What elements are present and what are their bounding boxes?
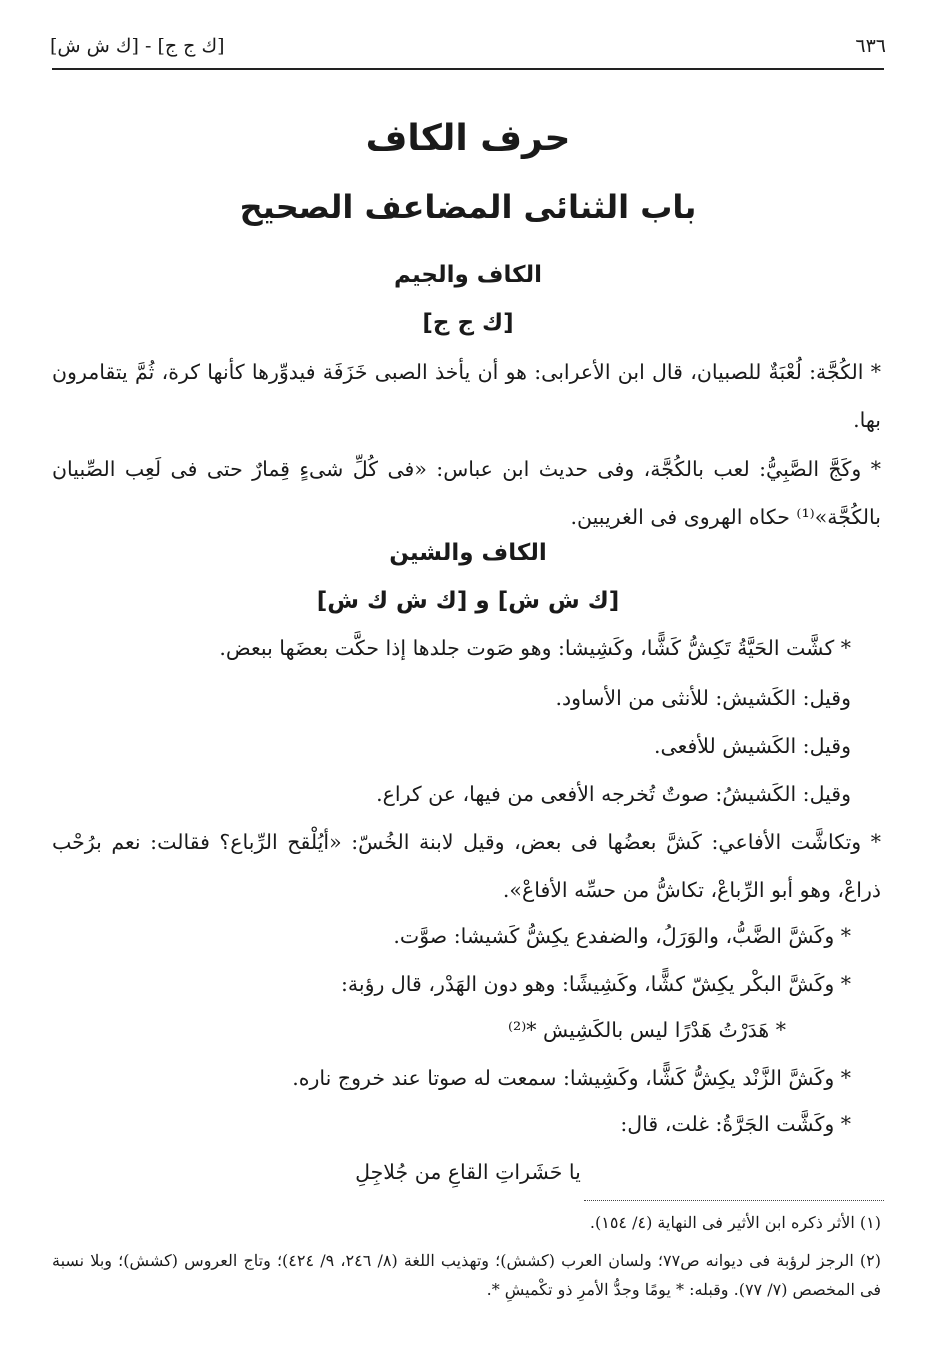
letter-title: حرف الكاف bbox=[365, 118, 571, 159]
entry-kujja: * الكُجَّة: لُعْبَةٌ للصبيان، قال ابن الأعرابى: هو أن يأخذ الصبى خَزَفَة فيدوِّرها كأنها كرة، ثُمَّ يتقامرون بها. bbox=[52, 360, 881, 432]
root-heading-ksh: [ك ش ش] و [ك ش ك ش] bbox=[316, 588, 620, 614]
page-number: ٦٣٦ bbox=[855, 35, 886, 57]
section-heading-kaf-jim: الكاف والجيم bbox=[393, 262, 543, 288]
footnote-1: (١) الأثر ذكره ابن الأثير فى النهاية (٤/ ١٥٤). bbox=[589, 1213, 881, 1232]
entry-kashshat-aljarra: * وكَشَّت الجَرَّةُ: غلت، قال: bbox=[620, 1112, 851, 1136]
entry-kashshat-alhayya: * كشَّت الحَيَّةُ تَكِشُّ كَشًّا، وكَشِيشا: وهو صَوت جلدها إذا حكَّت بعضَها ببعض. bbox=[219, 636, 851, 660]
entry-kashsha-albakr: * وكَشَّ البكْر يكِشّ كشًّا، وكَشِيشًا: وهو دون الهَدْر، قال رؤبة: bbox=[340, 972, 851, 996]
entry-qila-3: وقيل: الكَشيشُ: صوتٌ تُخرجه الأفعى من فيها، عن كراع. bbox=[376, 782, 851, 806]
header-rule bbox=[52, 68, 884, 70]
entry-qila-2: وقيل: الكَشيش للأفعى. bbox=[654, 734, 851, 758]
root-heading-kjj: [ك ج ج] bbox=[422, 310, 514, 336]
entry-kashsha-azzand: * وكَشَّ الزَّنْد يكِشُّ كَشًّا، وكَشِيشا: سمعت له صوتا عند خروج ناره. bbox=[292, 1066, 851, 1090]
entry-takashshat: * وتكاشَّت الأفاعي: كَشَّ بعضُها فى بعض، وقيل لابنة الخُسّ: «أيُلْقح الرِّباع؟ فقالت: نعم برُحْب ذراعْ، وهو أبو الرِّباعْ، تكاشُّ من حسِّه الأفاعْ». bbox=[52, 830, 881, 902]
verse-ruba: * هَدَرْتُ هَدْرًا ليس بالكَشِيش *⁽²⁾ bbox=[507, 1018, 786, 1042]
chapter-title: باب الثنائى المضاعف الصحيح bbox=[239, 188, 697, 226]
verse-jalajil: يا حَشَراتِ القاعِ من جُلاجِلِ bbox=[355, 1160, 581, 1184]
footnote-rule bbox=[584, 1200, 884, 1201]
running-head: [ك ج ج] - [ك ش ش] bbox=[50, 35, 225, 57]
section-heading-kaf-shin: الكاف والشين bbox=[389, 540, 547, 566]
page-header bbox=[50, 28, 886, 64]
entry-kajja: * وكَجَّ الصَّبِيُّ: لعب بالكُجَّة، وفى حديث ابن عباس: «فى كُلِّ شىءٍ قِمارٌ حتى فى لَعِب الصِّبيان بالكُجَّة»⁽¹⁾ حكاه الهروى فى الغريبين. bbox=[52, 457, 881, 529]
entry-qila-1: وقيل: الكَشيش: للأنثى من الأساود. bbox=[555, 686, 851, 710]
footnote-2: (٢) الرجز لرؤبة فى ديوانه ص٧٧؛ ولسان العرب (كشش)؛ وتهذيب اللغة (٨/ ٢٤٦، ٩/ ٤٢٤)؛ وتاج العروس (كشش)؛ وبلا نسبة فى المخصص (٧/ ٧٧). وقبله: * يومًا وجدُّ الأمرِ ذو تكْميشِ *. bbox=[52, 1251, 881, 1299]
entry-kashsha-addabb: * وكَشَّ الضَّبُّ، والوَرَلُ، والضفدع يكِشُّ كَشيشا: صوَّت. bbox=[393, 924, 851, 948]
